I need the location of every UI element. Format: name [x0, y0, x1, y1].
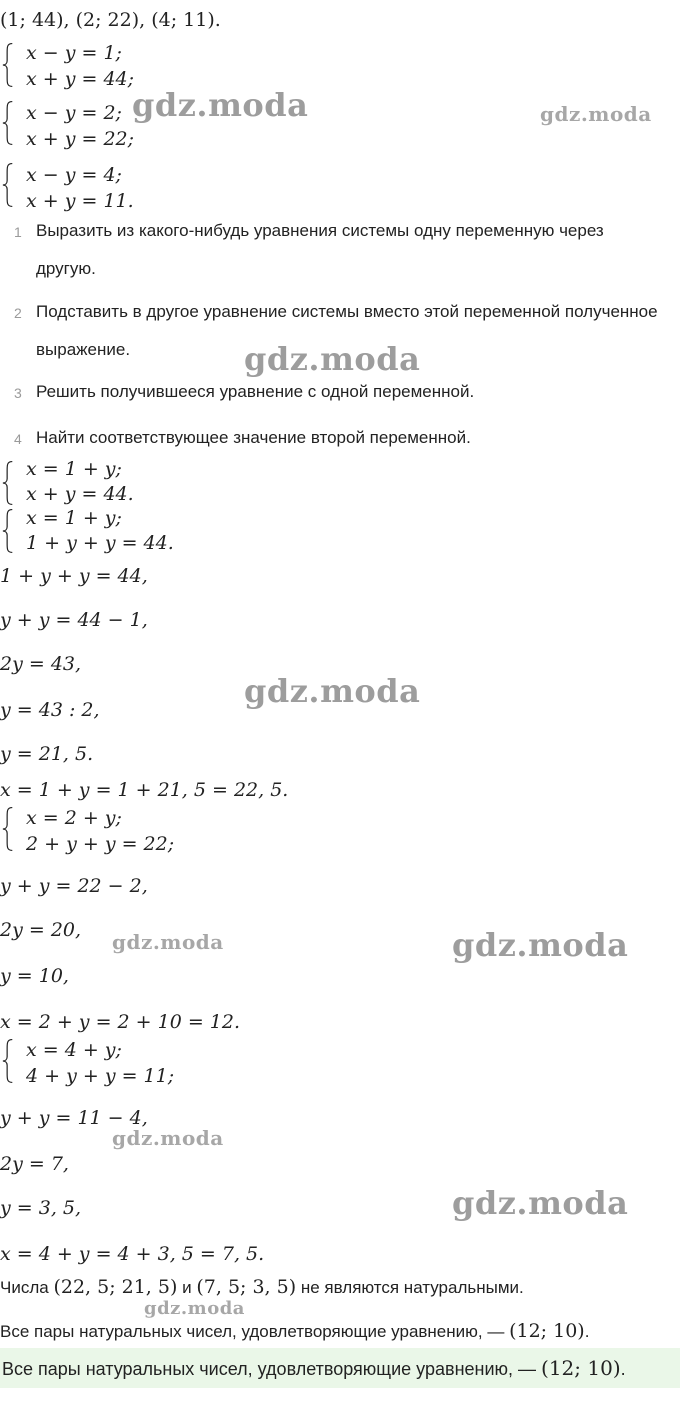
- calc-line: x = 1 + y = 1 + 21, 5 = 22, 5.: [0, 779, 289, 801]
- calc-line: 2y = 20,: [0, 919, 82, 941]
- step-number: 3: [14, 385, 22, 401]
- left-brace-icon: [2, 158, 14, 212]
- watermark: gdz.moda: [112, 930, 224, 954]
- watermark: gdz.moda: [452, 1184, 629, 1222]
- calc-line: 2y = 7,: [0, 1153, 69, 1175]
- header-pairs: (1; 44), (2; 22), (4; 11).: [0, 9, 221, 31]
- equation: 4 + y + y = 11;: [26, 1065, 175, 1087]
- calc-line: y = 21, 5.: [0, 743, 94, 765]
- step-text: Решить получившееся уравнение с одной переменной.: [36, 382, 475, 401]
- math-pair: (7, 5; 3, 5): [196, 1276, 297, 1298]
- note-not-natural: [0, 1276, 524, 1298]
- step-number: 2: [14, 305, 22, 321]
- left-brace-icon: [2, 802, 14, 856]
- calc-line: y = 43 : 2,: [0, 699, 100, 721]
- algorithm-step: [0, 419, 680, 457]
- calc-line: y = 10,: [0, 965, 69, 987]
- watermark: gdz.moda: [244, 340, 421, 378]
- conclusion-end: .: [584, 1322, 590, 1341]
- answer-label: Все пары натуральных чисел, удовлетворяющие уравнению, —: [2, 1359, 542, 1379]
- equation: x + y = 44;: [26, 68, 135, 90]
- watermark: gdz.moda: [144, 1298, 245, 1319]
- note-text: и: [177, 1278, 197, 1297]
- step-text: Выразить из какого-нибудь уравнения системы одну переменную через другую.: [36, 221, 604, 278]
- equation: x = 4 + y;: [26, 1039, 122, 1061]
- calc-line: y + y = 11 − 4,: [0, 1107, 148, 1129]
- step-number: 4: [14, 431, 22, 447]
- left-brace-icon: [2, 96, 14, 150]
- calc-line: 1 + y + y = 44,: [0, 565, 148, 587]
- answer-box: [0, 1348, 680, 1388]
- equation: x = 1 + y;: [26, 458, 122, 480]
- equation: x + y = 44.: [26, 483, 134, 505]
- equation: x + y = 22;: [26, 128, 135, 150]
- note-text: Числа: [0, 1278, 54, 1297]
- calc-line: y + y = 44 − 1,: [0, 609, 148, 631]
- calc-line: x = 4 + y = 4 + 3, 5 = 7, 5.: [0, 1243, 265, 1265]
- step-text: Подставить в другое уравнение системы вместо этой переменной полученное выражение.: [36, 302, 658, 359]
- watermark: gdz.moda: [540, 102, 652, 126]
- calc-line: y + y = 22 − 2,: [0, 875, 148, 897]
- math-pair: (22, 5; 21, 5): [53, 1276, 178, 1298]
- calc-line: y = 3, 5,: [0, 1197, 82, 1219]
- watermark: gdz.moda: [452, 926, 629, 964]
- equation: x − y = 4;: [26, 164, 122, 186]
- equation: 2 + y + y = 22;: [26, 833, 175, 855]
- watermark: gdz.moda: [112, 1126, 224, 1150]
- left-brace-icon: [2, 38, 14, 92]
- math-pair: (12; 10): [509, 1320, 585, 1342]
- step-text: Найти соответствующее значение второй переменной.: [36, 428, 471, 447]
- equation: 1 + y + y = 44.: [26, 532, 174, 554]
- step-number: 1: [14, 224, 22, 240]
- answer-text: [2, 1356, 626, 1380]
- math-pair: (12; 10): [541, 1356, 621, 1380]
- note-text: не являются натуральными.: [296, 1278, 524, 1297]
- equation: x − y = 2;: [26, 102, 122, 124]
- left-brace-icon: [2, 456, 14, 510]
- calc-line: 2y = 43,: [0, 653, 82, 675]
- equation: x = 2 + y;: [26, 807, 122, 829]
- answer-end: .: [620, 1359, 626, 1379]
- equation: x + y = 11.: [26, 190, 134, 212]
- left-brace-icon: [2, 504, 14, 558]
- conclusion: [0, 1320, 589, 1342]
- left-brace-icon: [2, 1034, 14, 1088]
- watermark: gdz.moda: [244, 672, 421, 710]
- algorithm-step: [0, 373, 680, 411]
- algorithm-step: [0, 212, 680, 290]
- watermark: gdz.moda: [132, 86, 309, 124]
- equation: x − y = 1;: [26, 42, 122, 64]
- conclusion-text: Все пары натуральных чисел, удовлетворяющие уравнению, —: [0, 1322, 510, 1341]
- calc-line: x = 2 + y = 2 + 10 = 12.: [0, 1011, 241, 1033]
- equation: x = 1 + y;: [26, 507, 122, 529]
